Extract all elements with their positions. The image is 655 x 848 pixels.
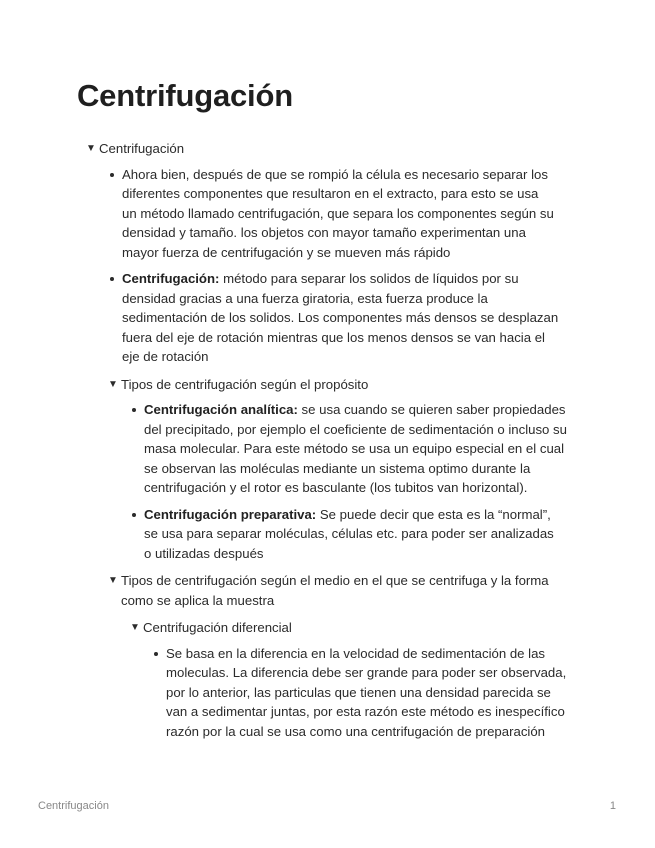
page-title: Centrifugación	[77, 78, 293, 113]
toggle-body	[108, 610, 586, 741]
document-content	[86, 139, 586, 749]
toggle-label: Centrifugación diferencial	[143, 620, 292, 635]
bullet-list	[152, 644, 586, 742]
toggle-header[interactable]	[108, 571, 578, 610]
list-item-bold: Centrifugación:	[122, 271, 220, 286]
toggle-header[interactable]	[86, 139, 586, 159]
toggle-arrow-icon[interactable]: ▼	[86, 143, 96, 154]
bullet-icon	[132, 408, 136, 412]
toggle-body	[108, 400, 586, 563]
toggle-body	[86, 165, 586, 742]
toggle-centrifugacion-diferencial	[130, 618, 586, 741]
toggle-header[interactable]	[108, 375, 586, 395]
toggle-label: Tipos de centrifugación según el propósito	[121, 376, 369, 392]
toggle-tipos-proposito	[108, 375, 586, 564]
toggle-body	[130, 644, 586, 742]
list-item	[130, 505, 564, 564]
list-item-bold: Centrifugación analítica:	[144, 402, 298, 417]
footer-title: Centrifugación	[38, 800, 109, 812]
bullet-icon	[110, 277, 114, 281]
list-item-text: Se puede decir que esta es la “normal”, se usa para separar moléculas, células etc. para poder ser analizadas o utilizadas después	[144, 506, 554, 561]
bullet-icon	[154, 652, 158, 656]
list-item-text: Se basa en la diferencia en la velocidad de sedimentación de las moleculas. La diferencia debe ser grande para poder ser observada, por lo anterior, las particulas que tienen una densidad parecida se van a sedimentar juntas, por esta razón este método es inespecífico razón por la cual se usa como una centrifugación de preparación	[166, 645, 567, 739]
list-item-text: Ahora bien, después de que se rompió la célula es necesario separar los diferentes componentes que resultaron en el extracto, para esto se usa un método llamado centrifugación, que separa los componentes según su densidad y tamaño. los objetos con mayor tamaño experimentan una mayor fuerza de centrifugación y se mueven más rápido	[122, 166, 554, 260]
page-number: 1	[609, 800, 616, 812]
toggle-label: Tipos de centrifugación según el medio en el que se centrifuga y la forma como se aplica la muestra	[121, 573, 549, 608]
toggle-tipos-medio	[108, 571, 586, 741]
toggle-arrow-icon[interactable]: ▼	[108, 378, 118, 390]
list-item-bold: Centrifugación preparativa:	[144, 506, 317, 522]
toggle-header[interactable]	[130, 618, 586, 638]
toggle-label: Centrifugación	[99, 141, 185, 156]
list-item	[108, 269, 562, 367]
toggle-arrow-icon[interactable]: ▼	[108, 575, 118, 586]
list-item-text: se usa cuando se quieren saber propiedades del precipitado, por ejemplo el coeficiente de sedimentación o incluso su masa molecular. Para este método se usa un equipo especial en el cual se observan las moléculas mediante un sistema optimo durante la centrifugación y el rotor es basculante (los tubitos van horizontal).	[144, 402, 567, 495]
list-item	[130, 400, 578, 498]
list-item-text: método para separar los solidos de líquidos por su densidad gracias a una fuerza giratoria, esta fuerza produce la sedimentación de los solidos. Los componentes más densos se desplazan fuera del eje de rotación mientras que los menos densos se van hacia el eje de rotación	[122, 271, 559, 364]
bullet-list	[108, 165, 586, 367]
list-item	[108, 165, 554, 263]
toggle-centrifugacion	[86, 139, 586, 741]
list-item	[152, 644, 574, 742]
toggle-arrow-icon[interactable]: ▼	[130, 622, 140, 633]
bullet-list	[130, 400, 586, 563]
bullet-icon	[110, 173, 114, 177]
bullet-icon	[132, 513, 136, 517]
